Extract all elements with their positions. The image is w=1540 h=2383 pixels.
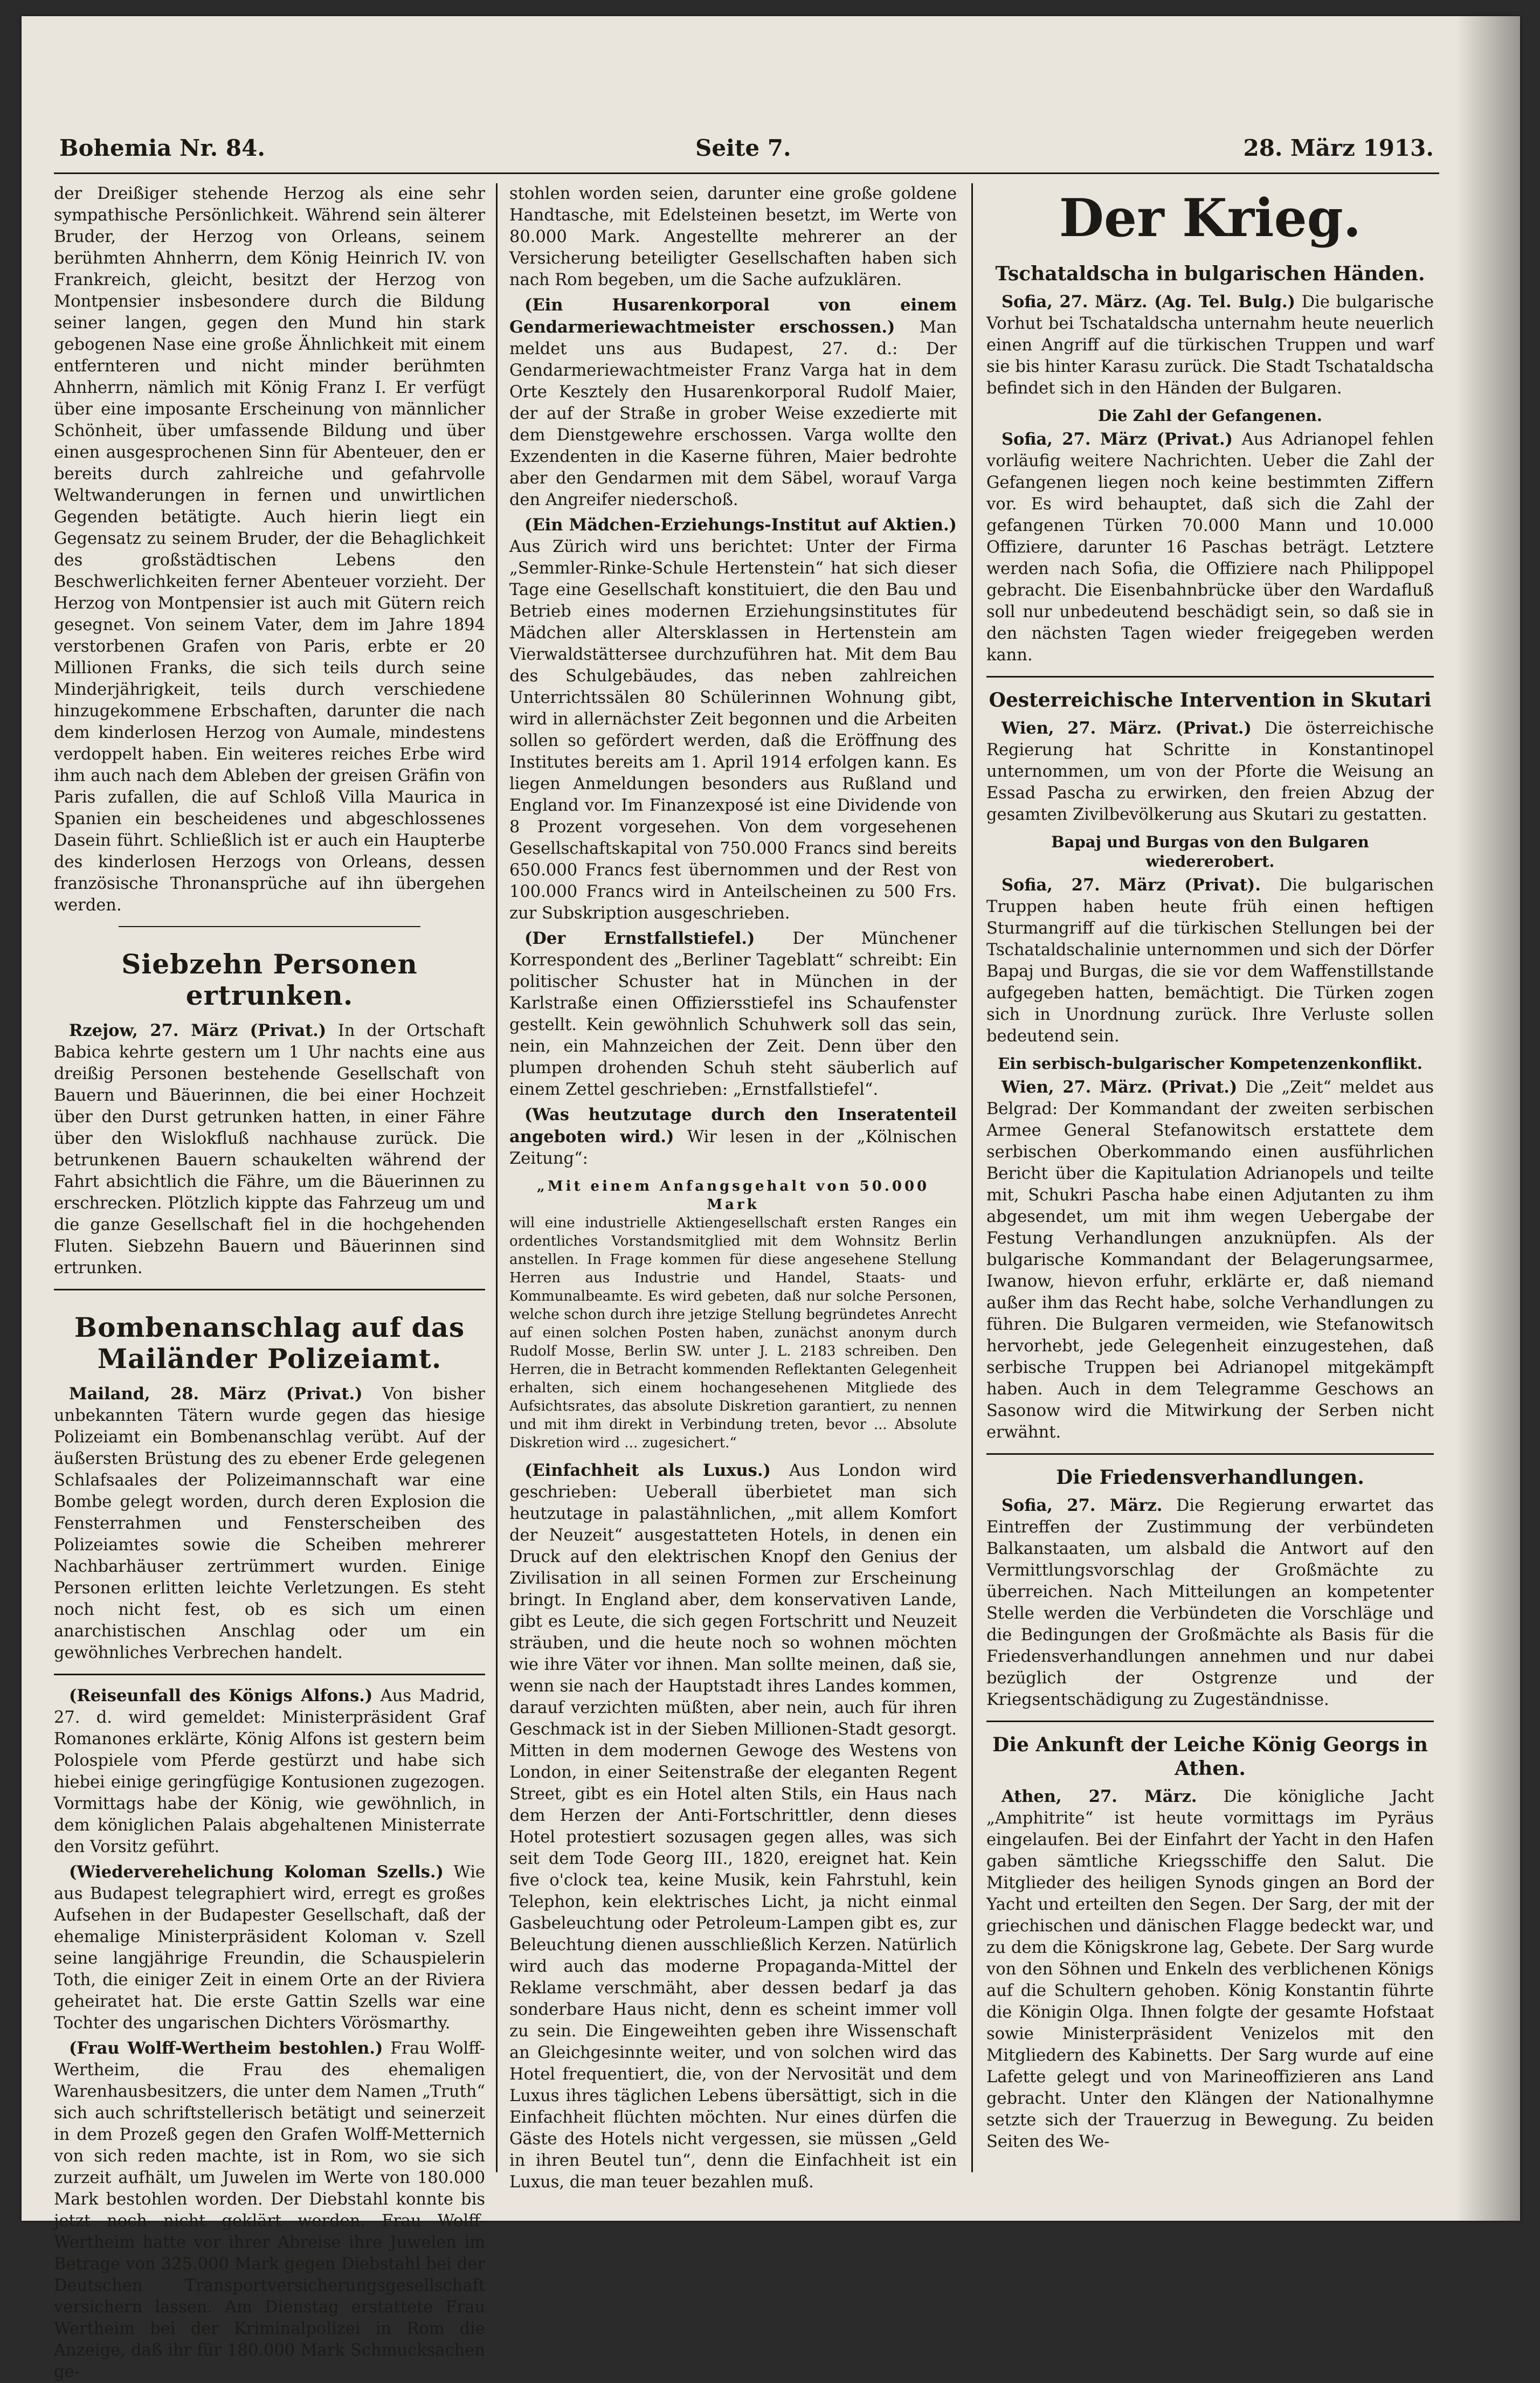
article-body: Die österreichische Regierung hat Schritte in Konstantinopel unternommen, um von der Pforte die Weisung an Essad Pascha zu erwirken, den freien Abzug der gesamten Zivilbevölkerung aus Skutari zu gestatten. — [986, 719, 1434, 824]
headline: Die Friedensverhandlungen. — [1056, 1466, 1364, 1489]
divider — [986, 1453, 1434, 1455]
column-divider — [971, 183, 973, 2172]
page-header — [59, 124, 1434, 172]
news-kicker: (Ein Mädchen-Erziehungs-Institut auf Aktien.) — [524, 515, 957, 535]
dateline: Rzejow, 27. März (Privat.) — [69, 1021, 327, 1040]
scan-shadow — [1455, 16, 1520, 2221]
headline: Oesterreichische Intervention in Skutari — [989, 689, 1432, 712]
headline: Die Ankunft der Leiche König Georgs in Athen. — [992, 1733, 1428, 1780]
column-1 — [54, 183, 486, 2381]
article-text — [986, 429, 1434, 666]
news-body: Aus London wird geschrieben: Ueberall überbietet man sich heutzutage in palastähnlichen, „mit allem Komfort der Neuzeit“ ausgestatteten Hotels, in denen ein Druck auf den elektrischen Knopf den Genius der Zivilisation in all seinen Formen zur Erscheinung bringt. In England aber, dem konservativen Lande, gibt es Leute, die sich gegen Fortschritt und Neuzeit sträuben, und die heute noch so wohnen möchten wie ihre Väter vor ihnen. Man sollte meinen, daß sie, wenn sie nach der Hauptstadt ihres Landes kommen, darauf verzichten müßten, aber nein, auch für ihren Geschmack ist in der Sieben Millionen-Stadt gesorgt. Mitten in dem modernen Gewoge des Westens von London, in einer Seitenstraße der eleganten Regent Street, gibt es ein Hotel alten Stils, ein Haus nach dem Herzen der Anti-Fortschrittler, denn dieses Hotel protestiert sozusagen gegen alles, was sich seit dem Tode Georg III., 1820, ereignet hat. Kein five o'clock tea, keine Musik, kein Fahrstuhl, kein Telephon, kein elektrisches Licht, ja nicht einmal Gasbeleuchtung oder Petroleum-Lampen gibt es, zur Beleuchtung dienen ausschließlich Kerzen. Natürlich wird auch das moderne Propaganda-Mittel der Reklame verschmäht, aber dessen bedarf ja das sonderbare Haus nicht, denn es scheint immer voll zu sein. Die Eingeweihten geben ihre Wissenschaft an Gleichgesinnte weiter, und von solchen wird das Hotel frequentiert, die, von der Nervosität und dem Luxus ihres täglichen Lebens übersättigt, sich in die Einfachheit flüchten möchten. Nur eines dürfen die Gäste des Hotels nicht vergessen, sie müssen „Geld in ihren Beutel tun“, denn die Einfachheit ist ein Luxus, die man teuer bezahlen muß. — [509, 1461, 957, 2192]
news-kicker: (Frau Wolff-Wertheim bestohlen.) — [69, 2039, 383, 2058]
dateline: Sofia, 27. März (Privat.) — [1002, 430, 1233, 449]
article-text — [986, 717, 1434, 826]
news-body: Wir lesen in der „Kölnischen Zeitung“: — [509, 1128, 957, 1168]
article-body: Aus Adrianopel fehlen vorläufig weitere Nachrichten. Ueber die Zahl der Gefangenen liegen noch keine bestimmten Ziffern vor. Es wird behauptet, daß sich die Zahl der gefangenen Türken 70.000 Mann und 10.000 Offiziere, darunter 16 Paschas beträgt. Letztere werden nach Sofia, die Offiziere nach Philippopel gebracht. Die Eisenbahnbrücke über den Wardafluß soll nur unbedeutend beschädigt sein, so daß sie in den nächsten Tagen wieder freigegeben werden kann. — [986, 430, 1434, 665]
news-body: Man meldet uns aus Budapest, 27. d.: Der Gendarmeriewachtmeister Franz Varga hat in dem Orte Kesztely den Husarenkorporal Rudolf Maier, der auf der Straße in grober Weise exzedierte mit dem Dienstgewehre erschossen. Varga wollte den Exzendenten in die Kaserne führen, Maier bedrohte aber den Gendarmen mit dem Säbel, worauf Varga den Angreifer niederschoß. — [509, 318, 957, 509]
header-rule — [54, 172, 1439, 174]
quoted-advertisement — [509, 1177, 957, 1452]
news-kicker: (Ein Husarenkorporal von einem Gendarmeriewachtmeister erschossen.) — [509, 295, 957, 337]
news-body: Frau Wolff-Wertheim, die Frau des ehemaligen Warenhausbesitzers, die unter dem Namen „Truth“ sich auch schriftstellerisch betätigt und seinerzeit in dem Prozeß gegen den Grafen Wolff-Metternich von sich reden machte, ist in Rom, wo sie sich zurzeit aufhält, um Juwelen im Werte von 180.000 Mark bestohlen worden. Der Diebstahl konnte bis jetzt noch nicht geklärt werden. Frau Wolff-Wertheim hatte vor ihrer Abreise ihre Juwelen im Betrage von 325.000 Mark gegen Diebstahl bei der Deutschen Transportversicherungsgesellschaft versichern lassen. Am Dienstag erstattete Frau Wertheim bei der Kriminalpolizei in Rom die Anzeige, daß ihr für 180.000 Mark Schmucksachen ge- — [54, 2039, 485, 2381]
ad-text: will eine industrielle Aktiengesellschaft ersten Ranges ein ordentliches Vorstandsmitglied mit dem Wohnsitz Berlin anstellen. In Frage kommen für diese angesehene Stellung Herren aus Industrie und Handel, Staats- und Kommunalbeamte. Es wird gebeten, daß nur solche Personen, welche schon durch ihre jetzige Stellung begründetes Anrecht auf einen solchen Posten haben, zunächst anonym durch Rudolf Mosse, Berlin SW. unter J. L. 2183 schreiben. Den Herren, die in Betracht kommenden Reflektanten Gelegenheit erhalten, sich einem hochangesehenen Mitgliede des Aufsichtsrates, das absolute Diskretion garantiert, zu nennen und mit ihm direkt in Verbindung treten, bevor ... Absolute Diskretion wird ... zugesichert.“ — [509, 1215, 957, 1451]
news-kicker: (Der Ernstfallstiefel.) — [524, 929, 755, 948]
newspaper-page — [22, 16, 1520, 2381]
article-body: Die bulgarischen Truppen haben heute früh einen heftigen Sturmangriff auf die türkischen Stellungen bei der Tschataldschalinie unternommen und sich der Dörfer Bapaj und Burgas, die sie vor dem Waffenstillstande aufgegeben hatten, bemächtigt. Die Türken zogen sich in Unordnung zurück. Ihre Verluste sollen bedeutend sein. — [986, 876, 1434, 1046]
header-date: 28. März 1913. — [1243, 135, 1434, 161]
divider — [986, 676, 1434, 678]
article-body: Die „Zeit“ meldet aus Belgrad: Der Kommandant der zweiten serbischen Armee General Stefanowitsch erstattete dem serbischen Oberkommando einen ausführlichen Bericht über die Kapitulation Adrianopels und teilte mit, Schukri Pascha habe einen Adjutanten zu ihm abgesendet, um mit ihm wegen Uebergabe der Festung Verhandlungen anzuknüpfen. Als der bulgarische Kommandant der Belagerungsarmee, Iwanow, hievon erfuhr, erklärte er, daß niemand außer ihm das Recht habe, solche Verhandlungen zu führen. Die Bulgaren vermeiden, wie Stefanowitsch hervorhebt, jede Gelegenheit einzugestehen, daß serbische Truppen bei Adrianopel mitgekämpft haben. Auch in dem Telegramme Geschows an Sasonow wird die Mitwirkung der Serben nicht erwähnt. — [986, 1078, 1434, 1442]
news-kicker: (Einfachheit als Luxus.) — [524, 1461, 771, 1480]
subheadline: Die Zahl der Gefangenen. — [1098, 406, 1322, 425]
headline: Siebzehn Personen ertrunken. — [121, 948, 418, 1011]
news-body: Der Münchener Korrespondent des „Berliner Tageblatt“ schreibt: Ein politischer Schuster hat in München in der Karlstraße einen Offiziersstiefel ins Schaufenster gestellt. Kein gewöhnlich Schuhwerk soll das sein, nein, ein Mahnzeichen der Zeit. Denn über den plumpen drohenden Schuh steht säuberlich auf einem Zettel geschrieben: „Ernstfallstiefel“. — [509, 929, 957, 1099]
divider — [986, 1721, 1434, 1722]
article-text — [54, 1383, 485, 1664]
news-kicker: (Reiseunfall des Königs Alfons.) — [69, 1686, 373, 1705]
news-kicker: (Was heutzutage durch den Inseratenteil angeboten wird.) — [509, 1105, 957, 1146]
subheadline: Ein serbisch-bulgarischer Kompetenzenkonflikt. — [998, 1054, 1422, 1073]
article-body: Die Regierung erwartet das Eintreffen der Zustimmung der verbündeten Balkanstaaten, um alsbald die Antwort auf den Vermittlungsvorschlag der Großmächte zu überreichen. Nach Mitteilungen an kompetenter Stelle werden die Verbündeten die Vorschläge und die Bedingungen der Großmächte als Basis für die Friedensverhandlungen annehmen und nur dabei bezüglich der Ostgrenze und der Kriegsentschädigung zu Zugeständnisse. — [986, 1496, 1434, 1709]
header-page-number: Seite 7. — [695, 135, 791, 161]
news-kicker: (Wiederverehelichung Koloman Szells.) — [69, 1862, 444, 1882]
article-text — [986, 291, 1434, 399]
subheadline: Bapaj und Burgas von den Bulgaren wiedererobert. — [1051, 833, 1369, 871]
news-item — [509, 928, 957, 1101]
dateline: Sofia, 27. März. (Ag. Tel. Bulg.) — [1002, 292, 1296, 312]
divider — [119, 926, 420, 927]
ad-title: „Mit einem Anfangsgehalt von 50.000 Mark — [536, 1178, 930, 1213]
headline: Tschataldscha in bulgarischen Händen. — [995, 263, 1425, 285]
news-item — [509, 1104, 957, 1170]
headline: Bombenanschlag auf das Mailänder Polizeiamt. — [74, 1311, 465, 1374]
article-text — [986, 1495, 1434, 1711]
news-item — [509, 514, 957, 924]
section-title: Der Krieg. — [1059, 188, 1362, 248]
dateline: Sofia, 27. März. — [1002, 1496, 1163, 1515]
dateline: Wien, 27. März. (Privat.) — [1002, 719, 1252, 738]
article-body: Von bisher unbekannten Tätern wurde gegen das hiesige Polizeiamt ein Bombenanschlag verübt. Auf der äußersten Brüstung des zu ebener Erde gelegenen Schlafsaales der Polizeimannschaft war eine Bombe gelegt worden, durch deren Explosion die Fensterrahmen und Fensterscheiben des Polizeiamtes sowie die Scheiben mehrerer Nachbarhäuser zertrümmert wurden. Einige Personen erlitten leichte Verletzungen. Es steht noch nicht fest, ob es sich um einen anarchistischen Anschlag oder um ein gewöhnliches Verbrechen handelt. — [54, 1385, 486, 1662]
news-body: Aus Madrid, 27. d. wird gemeldet: Ministerpräsident Graf Romanones erklärte, König Alfons ist gestern beim Polospiele vom Pferde gestürzt und habe sich hiebei einige geringfügige Kontusionen zugezogen. Vormittags habe der König, wie gewöhnlich, in dem königlichen Palais abgehaltenen Ministerrate den Vorsitz geführt. — [54, 1687, 486, 1856]
divider — [54, 1289, 485, 1290]
column-divider — [496, 183, 498, 2172]
news-item — [509, 1460, 957, 2193]
news-item — [54, 1861, 485, 2034]
column-2 — [509, 183, 957, 2192]
dateline: Athen, 27. März. — [1002, 1787, 1197, 1806]
news-item — [509, 294, 957, 511]
article-text: stohlen worden seien, darunter eine große goldene Handtasche, mit Edelsteinen besetzt, im Werte von 80.000 Mark. Angestellte mehrerer an der Versicherung beteiligter Gesellschaften haben sich nach Rom begeben, um die Sache aufzuklären. — [509, 184, 957, 289]
article-text — [986, 874, 1434, 1047]
news-item — [54, 1685, 485, 1858]
dateline: Sofia, 27. März (Privat). — [1002, 875, 1261, 895]
header-paper-issue: Bohemia Nr. 84. — [59, 135, 265, 161]
news-body: Aus Zürich wird uns berichtet: Unter der Firma „Semmler-Rinke-Schule Hertenstein“ hat sich dieser Tage eine Gesellschaft konstituiert, die den Bau und Betrieb eines modernen Erziehungsinstitutes für Mädchen aller Altersklassen in Hertenstein am Vierwaldstättersee durchzuführen hat. Mit dem Bau des Schulgebäudes, das neben zahlreichen Unterrichtssälen 80 Schülerinnen Wohnung gibt, wird in allernächster Zeit begonnen und die Arbeiten sollen so gefördert werden, daß die Eröffnung des Institutes bereits am 1. April 1914 erfolgen kann. Es liegen Anmeldungen besonders aus Rußland und England vor. Im Finanzexposé ist eine Dividende von 8 Prozent vorgesehen. Von dem vorgesehenen Gesellschaftskapital von 750.000 Francs sind bereits 650.000 Francs fest übernommen und der Rest von 100.000 Francs wird in Anteilscheinen zu 500 Frs. zur Subskription ausgeschrieben. — [509, 537, 957, 923]
article-body: Die bulgarische Vorhut bei Tschataldscha unternahm heute neuerlich einen Angriff auf die türkischen Truppen und warf sie bis hinter Karasu zurück. Die Stadt Tschataldscha befindet sich in den Händen der Bulgaren. — [986, 293, 1434, 398]
article-text — [986, 1076, 1434, 1443]
article-body: Die königliche Jacht „Amphitrite“ ist heute vormittags im Pyräus eingelaufen. Bei der Einfahrt der Yacht in den Hafen gaben sämtliche Kriegsschiffe den Salut. Die Mitglieder des heiligen Synods gingen an Bord der Yacht und erteilten den Segen. Der Sarg, der mit der griechischen und dänischen Flagge bedeckt war, und zu dem die Königskrone lag, Gebete. Der Sarg wurde von den Söhnen und Enkeln des verblichenen Königs auf die Schultern gehoben. König Konstantin führte die Königin Olga. Ihnen folgte der gesamte Hofstaat sowie Ministerpräsident Venizelos mit den Mitgliedern des Kabinetts. Der Sarg wurde auf eine Lafette gelegt und von Marineoffizieren ans Land gebracht. Unter den Klängen der Nationalhymne setzte sich der Trauerzug in Bewegung. Zu beiden Seiten des We- — [986, 1787, 1434, 2151]
news-body: Wie aus Budapest telegraphiert wird, erregt es großes Aufsehen in der Budapester Gesellschaft, daß der ehemalige Ministerpräsident Koloman v. Szell seine langjährige Freundin, die Schauspielerin Toth, die einiger Zeit in einem Orte an der Riviera geheiratet hat. Die erste Gattin Szells war eine Tochter des ungarischen Dichters Vörösmarthy. — [54, 1863, 486, 2033]
dateline: Mailand, 28. März (Privat.) — [69, 1384, 363, 1404]
news-item — [54, 2037, 485, 2383]
dateline: Wien, 27. März. (Privat.) — [1002, 1077, 1238, 1097]
article-body: In der Ortschaft Babica kehrte gestern um 1 Uhr nachts eine aus dreißig Personen bestehende Gesellschaft von Bauern und Bäuerinnen, die bei einer Hochzeit über den Durst getrunken hatten, in einer Fähre über den Wislokfluß nachhause zurück. Die betrunkenen Bauern schaukelten während der Fahrt absichtlich die Fähre, um die Bäuerinnen zu erschrecken. Plötzlich kippte das Fahrzeug um und die ganze Gesellschaft fiel in die hochgehenden Fluten. Siebzehn Bauern und Bäuerinnen sind ertrunken. — [54, 1021, 485, 1277]
article-text: der Dreißiger stehende Herzog als eine sehr sympathische Persönlichkeit. Während sein älterer Bruder, der Herzog von Orleans, seinem berühmten Ahnherrn, dem König Heinrich IV. von Frankreich, gleicht, besitzt der Herzog von Montpensier insbesondere durch die Bildung seiner langen, gegen den Mund hin stark gebogenen Nase eine große Ähnlichkeit mit einem entfernteren und nicht minder berühmten Ahnherrn, nämlich mit König Franz I. Er verfügt über eine imposante Erscheinung von männlicher Schönheit, über umfassende Bildung und über einen ausgesprochenen Sinn für Abenteuer, den er bereits durch zahlreiche und gefahrvolle Weltwanderungen in fernen und unwirtlichen Gegenden betätigte. Auch hierin liegt ein Gegensatz zu seinem Bruder, der die Behaglichkeit des großstädtischen Lebens den Beschwerlichkeiten ferner Abenteuer vorzieht. Der Herzog von Montpensier ist auch mit Gütern reich gesegnet. Von seinem Vater, dem im Jahre 1894 verstorbenen Grafen von Paris, erbte er 20 Millionen Franks, die sich teils durch seine Minderjährigkeit, teils durch verschiedene hinzugekommene Erbschaften, darunter die nach dem kinderlosen Herzog von Aumale, mindestens verdoppelt haben. Ein weiteres reiches Erbe wird ihm auch nach dem Ableben der greisen Gräfin von Paris zufallen, die auf Schloß Villa Maurica in Spanien ein bescheidenes und abgeschlossenes Dasein führt. Schließlich ist er auch ein Haupterbe des kinderlosen Herzogs von Orleans, dessen französische Thronansprüche auf ihn übergehen werden. — [54, 184, 485, 915]
article-text — [986, 1786, 1434, 2153]
divider — [54, 1674, 485, 1675]
column-3 — [986, 183, 1434, 2183]
article-text — [54, 1020, 485, 1279]
